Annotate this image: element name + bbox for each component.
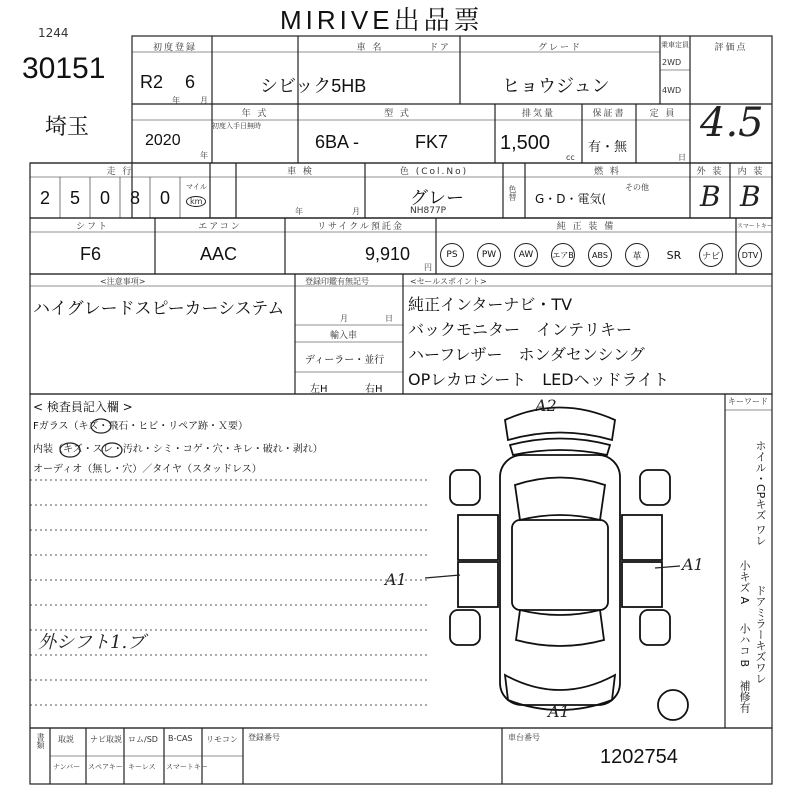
color-code: NH877P	[410, 206, 447, 216]
label-car-name: 車 名	[356, 43, 384, 53]
footer-smart-key: スマートキー	[166, 763, 208, 771]
label-evaluation: 評価点	[714, 43, 748, 53]
footer-spare-key: スペアキー	[88, 763, 123, 771]
mileage-digit-4: 8	[130, 188, 141, 208]
label-model: 型 式	[384, 109, 411, 119]
exterior-grade: B	[700, 180, 721, 213]
year-suffix: 年	[172, 96, 180, 105]
fuel-options: G・D・電気(	[535, 192, 607, 206]
equipment-ps-icon: PS	[440, 243, 464, 267]
damage-right: A1	[682, 555, 704, 574]
label-mileage: 走 行	[106, 167, 134, 177]
unit-yen: 円	[424, 263, 432, 272]
label-aircon: エアコン	[198, 222, 242, 232]
footer-bcas: B-CAS	[168, 734, 193, 743]
equipment-list	[440, 243, 770, 267]
footer-left-mark: 書類	[36, 733, 45, 749]
lot-number-small: 1244	[38, 26, 69, 40]
label-equipment-extra: スマートキー	[737, 223, 773, 230]
sales-point-4: OPレカロシート LEDヘッドライト	[408, 370, 670, 389]
recycle-value: 9,910	[365, 244, 411, 264]
legend-b: 小ハコ B	[738, 623, 751, 668]
overall-score: 4.5	[700, 100, 764, 146]
color-value: グレー	[410, 188, 464, 208]
label-inspection: 定 員	[649, 109, 677, 119]
damage-front: A2	[535, 396, 557, 415]
steering-right: 右H	[365, 384, 383, 395]
car-name: シビック5HB	[260, 76, 367, 96]
sales-point-1: 純正インターナビ・TV	[408, 295, 573, 314]
footer-reg-number-label: 登録番号	[248, 733, 280, 742]
reg-month-label: 月	[340, 314, 348, 323]
label-first-reg: 初度登録	[152, 43, 197, 53]
aircon-value: AAC	[200, 244, 238, 264]
year-mark: 年	[200, 151, 208, 160]
equipment-leather-icon: 革	[625, 243, 649, 267]
legend-c: 補修有	[738, 680, 751, 713]
car-damage-diagram	[450, 408, 688, 721]
legend-a: 小キズ A	[738, 560, 751, 605]
label-shift: シフト	[75, 222, 109, 232]
footer-keyless: キーレス	[128, 763, 156, 771]
equipment-abs-icon: ABS	[588, 243, 612, 267]
equipment-airbag-icon: エアB	[551, 243, 575, 267]
inspector-handwritten-note: 外シフト1.ブ	[38, 632, 146, 653]
label-import: 輸入車	[330, 331, 358, 341]
label-color: 色 (Col.No)	[399, 167, 469, 177]
displacement: 1,500	[500, 132, 551, 154]
mileage-digit-2: 5	[70, 188, 81, 208]
mileage-digit-3: 0	[100, 188, 111, 208]
label-registration: 登録印鑑有無記号	[305, 277, 369, 286]
reg-era: R2	[140, 72, 164, 92]
label-equipment: 純 正 装 備	[556, 222, 616, 232]
footer-chassis-label: 車台番号	[508, 733, 540, 742]
unit-km: km	[186, 196, 206, 207]
notes-value: ハイグレードスピーカーシステム	[33, 299, 285, 319]
unit-cc: cc	[566, 153, 575, 162]
legend-title: ホイル・CPキズ ワレ	[754, 440, 767, 546]
label-exterior: 外 装	[696, 167, 724, 177]
sales-point-2: バックモニター インテリキー	[408, 320, 633, 339]
footer-remote: リモコン	[206, 735, 238, 744]
inspector-line-3: オーディオ（無し・穴）／タイヤ（スタッドレス）	[33, 464, 262, 475]
label-warranty: 保証書	[592, 109, 626, 119]
footer-navi-dvd: ナビ取説	[90, 735, 122, 744]
year-note: 初度入手日無時	[212, 122, 261, 130]
label-car-inspection: 車 検	[287, 167, 314, 177]
color-change: 色替	[508, 185, 517, 201]
damage-left: A1	[385, 570, 407, 589]
mileage-digit-5: 0	[160, 188, 171, 208]
equipment-navi-icon: ナビ	[699, 243, 723, 267]
model-year: 2020	[145, 132, 181, 149]
label-recycle: リサイクル預託金	[317, 222, 404, 232]
grade: ヒョウジュン	[502, 76, 610, 96]
mileage-digit-1: 2	[40, 188, 51, 208]
label-seats: 乗車定員	[661, 41, 689, 49]
inspector-line-2: 内装（キズ・スレ・汚れ・シミ・コゲ・穴・キレ・破れ・剥れ）	[33, 444, 323, 455]
label-door: ドア	[429, 43, 451, 53]
model-prefix: 6BA -	[315, 132, 360, 152]
label-sales-points: <セールスポイント>	[410, 277, 487, 286]
lot-number: 30151	[22, 52, 106, 85]
footer-rom-sd: ロム/SD	[128, 735, 158, 744]
chassis-number: 1202754	[600, 746, 678, 768]
sales-point-3: ハーフレザー ホンダセンシング	[408, 345, 645, 364]
equipment-pw-icon: PW	[477, 243, 501, 267]
label-keyword: キーワード	[728, 397, 768, 406]
insp-month: 月	[352, 207, 360, 216]
warranty-value: 有・無	[588, 140, 628, 155]
form-title: MIRIVE出品票	[280, 5, 484, 35]
label-inspector: < 検査員記入欄 >	[33, 400, 133, 414]
fuel-other: その他	[625, 183, 649, 192]
shift-value: F6	[80, 244, 102, 264]
label-fuel: 燃 料	[594, 167, 621, 177]
label-year: 年 式	[241, 109, 269, 119]
prefecture: 埼玉	[45, 115, 90, 140]
label-grade: グレード	[537, 43, 582, 53]
reg-day-label: 日	[385, 314, 393, 323]
inspector-line-1: Fガラス（キズ・飛石・ヒビ・リペア跡・Ｘ要）	[33, 421, 249, 432]
equipment-sr-label: SR	[662, 243, 686, 267]
steering-left: 左H	[310, 384, 328, 395]
dealer-parallel: ディーラー・並行	[305, 355, 385, 366]
interior-grade: B	[740, 180, 761, 213]
model-code: FK7	[415, 132, 449, 152]
reg-month: 6	[185, 72, 196, 92]
label-interior: 内 装	[737, 167, 765, 177]
insp-year: 年	[295, 207, 303, 216]
month-suffix: 月	[200, 96, 208, 105]
label-notes: <注意事項>	[100, 277, 146, 286]
equipment-dtv-icon: DTV	[738, 243, 762, 267]
legend-u: ドアミラーキズワレ	[754, 585, 767, 684]
drive-2wd: 2WD	[662, 58, 682, 67]
footer-manual: 取説	[58, 735, 74, 744]
damage-rear: A1	[548, 702, 570, 721]
meter-note: マイル	[186, 183, 207, 191]
footer-number-plate: ナンバー	[53, 763, 81, 771]
label-displacement: 排気量	[521, 109, 555, 119]
day-suffix: 日	[678, 153, 686, 162]
drive-4wd: 4WD	[662, 86, 682, 95]
equipment-aw-icon: AW	[514, 243, 538, 267]
